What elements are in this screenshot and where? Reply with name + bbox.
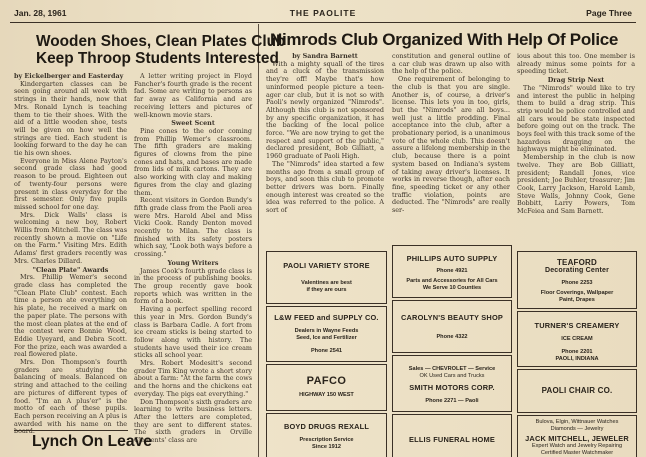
ad-line: Phone 2201 — [561, 349, 593, 355]
paragraph: Recent visitors in Gordon Bundy's fifth grade class from the Paoli area were Mrs. Harold Abel and Miss Vicki Cook. Randy Denton moved recently to Milan. The class is finished with its safety posters which say, "Look both ways before a crossing." — [134, 196, 252, 259]
right-byline: by Sandra Barnett — [292, 52, 358, 60]
paragraph: Mrs. Dick Walls' class is welcoming a new boy, Robert Willis from Mitchell. The class was recently shown a movie on "Life on the Farm." Visiting Mrs. Edith Adams' first graders recently was Mrs. Charles Dillard. — [14, 210, 127, 265]
paragraph: Mrs. Don Thompson's fourth graders are studying the balancing of meals. Balanced on string and attached to the ceiling are pictures of different types of food. "I'm an A plus'er" is the motto of each of these pupils. Each person receiving an A plus is awarded with his name on the board. — [14, 358, 127, 436]
ad-carolyns-beauty-shop — [392, 300, 512, 353]
ad-title: PAOLI CHAIR CO. — [541, 386, 613, 395]
paragraph: James Cook's fourth grade class is in the process of publishing books. The group recently gave book reports which was written in the form of a book. — [134, 266, 252, 306]
paragraph: Kindergarten classes can be seen going around all week with strings in their hands, now that Mrs. Ronald Lynch is teaching them to tie their shoes. With the aid of a little wooden shoe, tests will be given on how well the strings are tied. Each student is looking forward to the day he can tie his own shoes. — [14, 79, 127, 158]
ad-line: OK Used Cars and Trucks — [419, 373, 485, 379]
ad-title: PHILLIPS AUTO SUPPLY — [406, 254, 498, 263]
subheading: Drag Strip Next — [547, 76, 605, 85]
ad-line: if they are ours — [306, 287, 347, 293]
ad-title: TURNER'S CREAMERY — [534, 321, 620, 330]
ad-line: Prescription Service — [299, 437, 354, 443]
paragraph: ious about this too. One member is already minus some points for a speeding ticket. — [517, 52, 635, 76]
ad-turners-creamery — [517, 311, 637, 367]
ad-teaford — [517, 251, 637, 309]
ad-line: Sales — CHEVROLET — Service — [408, 366, 496, 372]
ad-ellis-funeral-home — [392, 414, 512, 457]
bottom-headline: Lynch On Leave — [32, 433, 152, 450]
right-story-column-3 — [517, 53, 635, 249]
ad-title: TEAFORD — [556, 258, 598, 267]
paragraph: The "Nimrods" would like to try and interest the public in helping them to build a drag strip. This strip would be police controlled and all cars would be state inspected before going out on the track. The boys feel with this track some of the hazardous dragging on the highways might be eliminated. — [517, 83, 635, 154]
ad-paoli-chair-co — [517, 369, 637, 413]
ad-line: Parts and Accessories for All Cars — [406, 278, 498, 284]
ad-line: Paint, Drapes — [559, 297, 595, 303]
ad-line: Bulova, Elgin, Wittnauer Watches — [535, 419, 619, 425]
subheading: Young Writers — [167, 258, 219, 267]
paragraph: Don Thompson's sixth graders are learning to write business letters. After the letters are completed, they are sent to different states. The sixth graders in Orville Clements' class are — [134, 397, 252, 445]
ad-line: Phone 2271 — Paoli — [425, 398, 479, 404]
left-byline: by Eickelberger and Easterday — [14, 72, 124, 80]
paragraph: Having a perfect spelling record this year in Mrs. Gordon Bundy's class is Barbara Cadle. A fort from ice cream sticks is being started to follow along with history. The students have used their ice cream sticks all school year. — [134, 305, 252, 360]
subheading: "Clean Plate" Awards — [32, 265, 109, 274]
ad-subtitle: Decorating Center — [544, 267, 610, 274]
paragraph: With a mighty squall of the tires and a cluck of the transmission they're off! Maybe that's how uninformed people picture a teen-ager car club, but it is not so with Paoli's newly organized "Nimrods". Although this club is not sponsored by any specific organization, it has the backing of the local police force. "We are now trying to get the respect and support of the public," declared president, Bob Gilliatt, a 1960 graduate of Paoli High. — [266, 59, 384, 161]
paragraph: Mrs. Phillip Wemer's second grade class has completed the "Clean Plate Club" contest. Each time a person ate everything on his plate, he received a mark on the paper plate. The persons with the most clean plates at the end of the contest were Bonnie Wood, Eddie Uyeyard, and Debra Scott. For the prize, each was awarded a real flowered plate. — [14, 273, 127, 359]
ad-line: Expert Watch and Jewelry Repairing — [531, 443, 623, 449]
page-number: Page Three — [586, 8, 632, 18]
ad-title: L&W FEED and SUPPLY CO. — [274, 313, 379, 322]
ad-pafco — [266, 364, 387, 411]
ad-jack-mitchell-jeweler — [517, 415, 637, 457]
right-headline: Nimrods Club Organized With Help Of Police — [270, 30, 619, 49]
ad-boyd-drugs — [266, 413, 387, 457]
ad-paoli-variety-store — [266, 251, 387, 304]
header-rule — [10, 22, 636, 23]
left-headline-line-1: Wooden Shoes, Clean Plates Club — [36, 33, 286, 50]
ad-title: CAROLYN'S BEAUTY SHOP — [400, 313, 504, 322]
ad-line: PAOLI, INDIANA — [555, 356, 599, 362]
ad-title: SMITH MOTORS CORP. — [409, 383, 495, 392]
ad-line: Diamonds — Jewelry — [550, 426, 604, 432]
ad-line: Dealers in Wayne Feeds — [294, 328, 359, 334]
paragraph: Everyone in Miss Alene Payton's second grade class had good reason to be proud. Eighteen out of twenty-four persons were present in class everyday for the first semester. Only five pupils missed school for one day. — [14, 156, 127, 211]
ad-line: Valentines are best — [301, 280, 352, 286]
paragraph: One requirement of belonging to the club is that you are single. Another is, of course, a driver's license. This lets you in too, girls, but the "Nimrods" are all boys... well just a little prodding. Final acceptance into the club, after a probationary period, is a unanimous vote of the whole club. This doesn't assure a lifelong membership in the club, because there is a point system based on Indiana's system of taking away driver's licenses. It works in reverse though, after each fine, speeding ticket or any other traffic violation, points are deducted. The "Nimrods" are really ser- — [392, 75, 510, 215]
right-story-column-1 — [266, 53, 384, 249]
ad-line: HIGHWAY 150 WEST — [299, 392, 354, 398]
ad-line: Phone 4322 — [436, 334, 468, 340]
ad-line: Phone 4921 — [436, 268, 468, 274]
ad-line: Since 1912 — [312, 444, 341, 450]
masthead: THE PAOLITE — [289, 8, 357, 18]
paragraph: The "Nimrods" idea started a few months ago from a small group of boys, and soon this club to promote better drivers was born. Finally enough interest was created so the idea was referred to the police. A sort of — [266, 159, 384, 215]
ad-title: ELLIS FUNERAL HOME — [409, 435, 495, 444]
ad-title: PAFCO — [306, 375, 347, 387]
section-divider — [258, 24, 259, 457]
ad-title: JACK MITCHELL, JEWELER — [525, 434, 629, 443]
paragraph: Mrs. Robert Modesitt's second grader Tim King wrote a short story about a farm: "At the farm the cows and the horns and the chickens eat everyday. The pigs eat everything." — [134, 359, 252, 398]
paragraph: constitution and general outline of a car club was drawn up also with the help of the police. — [392, 52, 510, 76]
ad-line: Phone 2541 — [310, 348, 343, 354]
paragraph: Membership in the club is now twelve. They are Bob Gilliatt, president; Randall Jones, vice president; Joe Buhler, treasurer; Jim Cook, Larry Jackson, Harold Lamb, Steve Walls, Johnny Cook, Gene Bobbitt, Larry Powers, Tom McFeiea and Sam Barnett. — [517, 153, 635, 216]
bottom-story-rule — [14, 430, 128, 431]
ad-subtitle: ICE CREAM — [561, 336, 593, 342]
ad-lw-feed-supply — [266, 306, 387, 362]
paragraph: A letter writing project in Floyd Fancher's fourth grade is the recent fad. Some are writing to persons as far away as California and are receiving letters and pictures of well-known movie stars. — [134, 72, 252, 119]
ad-line: Floor Coverings, Wallpaper — [540, 290, 614, 296]
issue-date: Jan. 28, 1961 — [14, 8, 67, 18]
ad-line: Phone 2253 — [561, 280, 593, 286]
paragraph: Pine cones to the odor coming from Phillip Wemer's classroom. The fifth graders are making figures of clowns from the pine cones and hats, and bases are made from lids of milk cartons. They are also working with clay and making figures from the clay and glazing them. — [134, 126, 252, 197]
left-story-column-1 — [14, 72, 127, 436]
ad-title: BOYD DRUGS REXALL — [283, 422, 370, 431]
right-story-column-2 — [392, 53, 510, 249]
ad-title: PAOLI VARIETY STORE — [283, 261, 370, 270]
ad-line: Seed, Ice and Fertilizer — [296, 335, 357, 341]
ad-phillips-auto-supply — [392, 245, 512, 298]
left-story-column-2 — [134, 73, 252, 457]
left-headline-line-2: Keep Throop Students Interested — [36, 50, 279, 67]
page-header — [14, 8, 632, 22]
subheading: Sweet Scent — [171, 119, 215, 128]
ad-line: Certified Master Watchmaker — [540, 450, 614, 456]
ad-smith-motors — [392, 355, 512, 412]
ad-line: We Serve 10 Counties — [422, 285, 482, 291]
